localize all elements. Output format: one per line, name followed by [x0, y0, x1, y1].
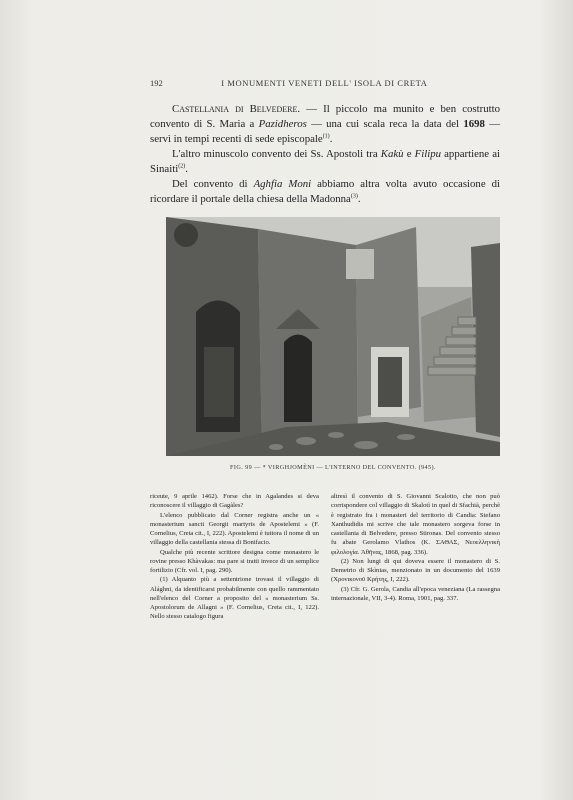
footnote-paragraph: altresì il convento di S. Giovanni Scalotto, che non può corrispondere col villaggio di Skalotì in quel di Sfachià, perchè è registrato fra i monasteri del territorio di Candia: Stefano Xanthudidis mi scrive che tale monastero sorgeva forse in castellania di Belvedere, presso Stironas. Del convento stesso fu abate Gerolamo Vlathos (Κ. ΣΑΘΑΣ, Νεοελληνικὴ φιλολογία. Ἀθῆνας, 1868, pag. 336). [331, 493, 500, 556]
text-run: appartiene ai Sinaiti [150, 148, 500, 175]
footnote-paragraph: (2) Non lungi di qui doveva essere il monastero di S. Demetrio di Skìnias, menzionato in un documento del 1639 (Χρονικονοῦ Κρήτης, I, 222). [331, 557, 500, 584]
footnote-ref: (2) [178, 163, 186, 170]
place-name: Aghfia Moni [253, 178, 312, 190]
footnote-paragraph: (1) Alquanto più a settentrione trovasi il villaggio di Alághni, da identificarsi probabilmente con quello rammentato nell'elenco del Corner a proposito del « monasterium Ss. Apostolorum de Allagni » (F. Cornelius, Creta cit., I, 122). Nello stesso catalogo figura [150, 576, 319, 621]
text-run: Del convento di [172, 178, 254, 190]
text-run: e [403, 148, 415, 160]
place-name: Pazidheros [258, 118, 307, 130]
paragraph-aghfia-moni: Del convento di Aghfia Moni abbiamo altra volta avuto occasione di ricordare il portale della chiesa della Madonna$^{(3)}$. [150, 178, 501, 205]
convent-photograph [166, 217, 500, 456]
footnote-paragraph: Qualche più recente scrittore designa come monastero le rovine presso Khàvakas: ma pare si tratti invece di un semplice fortilizio (Cfr. vol. I, pag. 290). [150, 548, 319, 574]
footnote-ref: (1) [322, 133, 330, 140]
text-run: abbiamo altra volta avuto occasione di ricordare il portale della chiesa della Madonna [150, 178, 501, 205]
text-run: — una cui scala reca la data del [306, 118, 464, 130]
page-number: 192 [150, 78, 163, 88]
paragraph-belvedere: Castellania di Belvedere. — Il piccolo ma munito e ben costrutto convento di S. Maria a Pazidheros — una cui scala reca la data del 1698 — servì in tempi recenti di sede episcopale$^{(1)}$. [150, 103, 500, 145]
text-run: L'altro minuscolo convento dei Ss. Apostoli tra [172, 148, 381, 160]
place-name: Filipu [414, 148, 442, 160]
figure-caption: FIG. 99 — * VIRGHJOMÈNI — L'INTERNO DEL CONVENTO. (945). [230, 464, 436, 471]
running-header [150, 78, 500, 88]
footnote-paragraph: L'elenco pubblicato dal Corner registra anche un « monasterium sancti Georgii martyris de Apostelemi » (F. Cornelius, Creta cit., I, 222). Apostelemi è tuttora il nome di un villaggio della castellania stessa di Bonifacio. [150, 511, 319, 547]
body-text [150, 102, 500, 207]
footnotes [150, 492, 500, 622]
section-title: Castellania di Belvedere. [172, 103, 301, 115]
date: 1698 [463, 118, 485, 130]
running-title: I MONUMENTI VENETI DELL' ISOLA DI CRETA [221, 78, 428, 88]
place-name: Kakù [380, 148, 404, 160]
footnotes-left-column [150, 492, 319, 622]
text-run: — servì in tempi recenti di sede episcopale [150, 118, 500, 145]
footnotes-right-column [331, 492, 500, 622]
footnote-paragraph: riceute, 9 aprile 1462). Forse che in Agalandes si deva riconoscere il villaggio di Gagàles? [150, 493, 319, 510]
text-run: — Il piccolo ma munito e ben costrutto convento di S. Maria a [150, 103, 500, 130]
ruins-illustration [166, 217, 500, 456]
paragraph-apostoli: L'altro minuscolo convento dei Ss. Apostoli tra Kakù e Filipu appartiene ai Sinaiti$^{(2)}$. [150, 148, 500, 175]
footnote-paragraph: (3) Cfr. G. Gerola, Candia all'epoca veneziana (La rassegna internazionale, VII, 3-4). Roma, 1901, pag. 337. [331, 585, 500, 602]
footnote-ref: (3) [350, 193, 358, 200]
